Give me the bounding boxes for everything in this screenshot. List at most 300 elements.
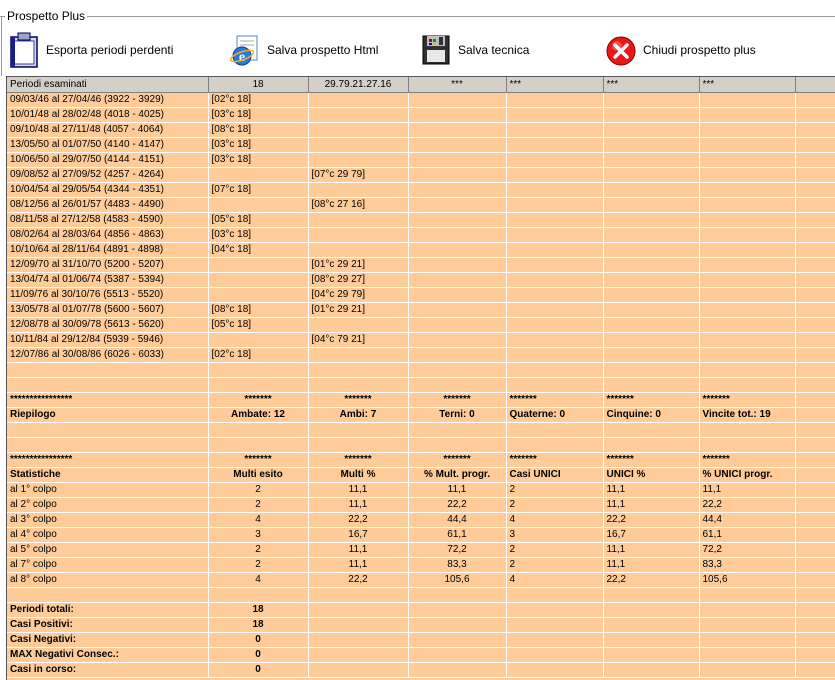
stats-value: 2 <box>506 483 603 498</box>
period-row <box>7 318 835 333</box>
empty-cell <box>699 243 795 258</box>
internet-explorer-icon <box>229 32 261 68</box>
empty-cell <box>603 588 699 603</box>
empty-cell <box>795 243 835 258</box>
empty-cell <box>795 648 835 663</box>
empty-cell <box>603 423 699 438</box>
empty-cell <box>699 123 795 138</box>
empty-cell <box>603 138 699 153</box>
empty-cell <box>208 378 308 393</box>
hit-cell-combo: [08°c 29 27] <box>308 273 408 288</box>
period-label: 10/04/54 al 29/05/54 (4344 - 4351) <box>7 183 208 198</box>
header-cell[interactable]: Periodi esaminati <box>7 77 208 93</box>
empty-cell <box>603 663 699 678</box>
stats-header-row-cell: Casi UNICI <box>506 468 603 483</box>
empty-cell <box>408 333 506 348</box>
empty-cell <box>506 618 603 633</box>
hit-cell-combo <box>308 138 408 153</box>
stats-value: 4 <box>208 513 308 528</box>
empty-cell <box>795 438 835 453</box>
separator-row-cell: ******* <box>408 453 506 468</box>
hit-cell-combo: [07°c 29 79] <box>308 168 408 183</box>
empty-cell <box>603 288 699 303</box>
header-cell[interactable]: *** <box>603 77 699 93</box>
empty-cell <box>506 603 603 618</box>
empty-cell <box>408 303 506 318</box>
stats-header-row-cell: % UNICI progr. <box>699 468 795 483</box>
empty-cell <box>795 513 835 528</box>
grid-header-row <box>7 77 835 93</box>
empty-cell <box>699 213 795 228</box>
empty-cell <box>603 168 699 183</box>
stats-value: 2 <box>208 483 308 498</box>
empty-cell <box>308 438 408 453</box>
separator-row-cell: ******* <box>308 393 408 408</box>
floppy-disk-icon <box>420 32 452 68</box>
hit-cell-18: [02°c 18] <box>208 93 308 108</box>
empty-cell <box>603 93 699 108</box>
period-label: 10/01/48 al 28/02/48 (4018 - 4025) <box>7 108 208 123</box>
empty-cell <box>506 303 603 318</box>
empty-cell <box>699 633 795 648</box>
empty-cell <box>506 183 603 198</box>
period-row <box>7 288 835 303</box>
stats-header-row-cell: % Mult. progr. <box>408 468 506 483</box>
empty-cell <box>308 603 408 618</box>
period-label: 09/10/48 al 27/11/48 (4057 - 4064) <box>7 123 208 138</box>
stats-label: al 1° colpo <box>7 483 208 498</box>
empty-cell <box>408 318 506 333</box>
stats-row <box>7 513 835 528</box>
empty-cell <box>603 348 699 363</box>
empty-cell <box>795 333 835 348</box>
hit-cell-combo <box>308 213 408 228</box>
period-label: 11/09/76 al 30/10/76 (5513 - 5520) <box>7 288 208 303</box>
empty-cell <box>408 618 506 633</box>
stats-value: 83,3 <box>699 558 795 573</box>
empty-cell <box>408 198 506 213</box>
empty-cell <box>308 633 408 648</box>
stats-value: 2 <box>506 558 603 573</box>
separator-row-cell: **************** <box>7 393 208 408</box>
hit-cell-18: [04°c 18] <box>208 243 308 258</box>
empty-cell <box>795 408 835 423</box>
hit-cell-18 <box>208 288 308 303</box>
save-technique-label: Salva tecnica <box>458 43 530 57</box>
empty-cell <box>795 468 835 483</box>
empty-cell <box>506 633 603 648</box>
empty-cell <box>7 438 208 453</box>
period-row <box>7 243 835 258</box>
empty-cell <box>506 138 603 153</box>
empty-cell <box>795 378 835 393</box>
hit-cell-combo: [04°c 79 21] <box>308 333 408 348</box>
stats-label: al 5° colpo <box>7 543 208 558</box>
stats-header-row-cell: Multi % <box>308 468 408 483</box>
separator-row-cell: ******* <box>408 393 506 408</box>
empty-cell <box>603 318 699 333</box>
totals-label: Periodi totali: <box>7 603 208 618</box>
empty-cell <box>408 348 506 363</box>
empty-cell <box>408 123 506 138</box>
empty-cell <box>795 528 835 543</box>
period-label: 09/03/46 al 27/04/46 (3922 - 3929) <box>7 93 208 108</box>
totals-row <box>7 603 835 618</box>
totals-label: Casi in corso: <box>7 663 208 678</box>
stats-row <box>7 543 835 558</box>
empty-cell <box>408 273 506 288</box>
empty-cell <box>699 423 795 438</box>
empty-cell <box>699 168 795 183</box>
empty-cell <box>699 288 795 303</box>
stats-value: 2 <box>208 543 308 558</box>
empty-cell <box>7 588 208 603</box>
empty-cell <box>208 438 308 453</box>
totals-row <box>7 663 835 678</box>
stats-value: 61,1 <box>699 528 795 543</box>
totals-label: Casi Negativi: <box>7 633 208 648</box>
empty-cell <box>408 168 506 183</box>
empty-cell <box>506 588 603 603</box>
empty-cell <box>795 498 835 513</box>
hit-cell-18 <box>208 168 308 183</box>
empty-cell <box>795 558 835 573</box>
header-cell[interactable]: *** <box>699 77 795 93</box>
empty-cell <box>795 348 835 363</box>
hit-cell-18: [08°c 18] <box>208 303 308 318</box>
hit-cell-18: [08°c 18] <box>208 123 308 138</box>
empty-cell <box>795 633 835 648</box>
empty-cell <box>699 258 795 273</box>
close-prospect-button[interactable] <box>605 28 756 72</box>
hit-cell-combo <box>308 348 408 363</box>
stats-value: 2 <box>208 558 308 573</box>
empty-cell <box>795 303 835 318</box>
empty-cell <box>408 438 506 453</box>
empty-cell <box>603 603 699 618</box>
stats-value: 2 <box>506 543 603 558</box>
empty-cell <box>408 363 506 378</box>
totals-value: 0 <box>208 648 308 663</box>
period-label: 08/02/64 al 28/03/64 (4856 - 4863) <box>7 228 208 243</box>
save-html-button[interactable] <box>229 28 378 72</box>
empty-cell <box>795 153 835 168</box>
empty-row <box>7 423 835 438</box>
empty-cell <box>795 258 835 273</box>
period-label: 13/05/50 al 01/07/50 (4140 - 4147) <box>7 138 208 153</box>
empty-cell <box>506 93 603 108</box>
empty-cell <box>408 633 506 648</box>
stats-row <box>7 528 835 543</box>
empty-cell <box>603 378 699 393</box>
totals-value: 18 <box>208 603 308 618</box>
empty-cell <box>408 138 506 153</box>
svg-text:e: e <box>238 50 246 65</box>
empty-cell <box>699 93 795 108</box>
empty-cell <box>795 138 835 153</box>
empty-cell <box>408 288 506 303</box>
period-label: 13/04/74 al 01/06/74 (5387 - 5394) <box>7 273 208 288</box>
hit-cell-18: [03°c 18] <box>208 228 308 243</box>
separator-row-cell: ******* <box>699 453 795 468</box>
hit-cell-combo <box>308 93 408 108</box>
empty-cell <box>795 123 835 138</box>
separator-row-cell: **************** <box>7 453 208 468</box>
header-cell[interactable]: *** <box>408 77 506 93</box>
separator-row <box>7 453 835 468</box>
stats-value: 11,1 <box>308 483 408 498</box>
stats-value: 16,7 <box>308 528 408 543</box>
empty-cell <box>506 228 603 243</box>
empty-cell <box>603 273 699 288</box>
period-row <box>7 273 835 288</box>
empty-cell <box>506 663 603 678</box>
stats-row <box>7 483 835 498</box>
stats-value: 11,1 <box>308 498 408 513</box>
empty-cell <box>699 303 795 318</box>
period-row <box>7 153 835 168</box>
empty-cell <box>699 228 795 243</box>
group-frame-highlight <box>0 17 835 18</box>
empty-cell <box>795 453 835 468</box>
empty-cell <box>7 363 208 378</box>
empty-cell <box>699 438 795 453</box>
period-row <box>7 138 835 153</box>
empty-cell <box>208 588 308 603</box>
stats-value: 2 <box>506 498 603 513</box>
hit-cell-combo <box>308 123 408 138</box>
empty-cell <box>699 153 795 168</box>
empty-cell <box>795 288 835 303</box>
empty-cell <box>603 183 699 198</box>
empty-cell <box>506 333 603 348</box>
stats-value: 2 <box>208 498 308 513</box>
period-row <box>7 108 835 123</box>
empty-cell <box>408 663 506 678</box>
stats-value: 72,2 <box>408 543 506 558</box>
period-row <box>7 303 835 318</box>
stats-value: 105,6 <box>699 573 795 588</box>
close-icon <box>605 32 637 68</box>
empty-cell <box>308 588 408 603</box>
empty-cell <box>506 198 603 213</box>
summary-row-cell: Vincite tot.: 19 <box>699 408 795 423</box>
hit-cell-18: [05°c 18] <box>208 318 308 333</box>
separator-row-cell: ******* <box>208 393 308 408</box>
export-losing-periods-button[interactable] <box>8 28 173 72</box>
stats-value: 22,2 <box>603 573 699 588</box>
period-row <box>7 258 835 273</box>
close-prospect-label: Chiudi prospetto plus <box>643 43 756 57</box>
period-row <box>7 198 835 213</box>
stats-value: 22,2 <box>308 513 408 528</box>
header-cell[interactable]: 29.79.21.27.16 <box>308 77 408 93</box>
empty-cell <box>506 243 603 258</box>
hit-cell-18 <box>208 273 308 288</box>
empty-cell <box>795 543 835 558</box>
hit-cell-18: [05°c 18] <box>208 213 308 228</box>
hit-cell-combo: [04°c 29 79] <box>308 288 408 303</box>
period-row <box>7 213 835 228</box>
empty-cell <box>795 663 835 678</box>
period-label: 10/06/50 al 29/07/50 (4144 - 4151) <box>7 153 208 168</box>
summary-row-cell: Cinquine: 0 <box>603 408 699 423</box>
summary-row-cell: Ambate: 12 <box>208 408 308 423</box>
empty-cell <box>795 483 835 498</box>
empty-cell <box>699 663 795 678</box>
period-label: 12/09/70 al 31/10/70 (5200 - 5207) <box>7 258 208 273</box>
period-label: 10/11/84 al 29/12/84 (5939 - 5946) <box>7 333 208 348</box>
empty-cell <box>506 123 603 138</box>
empty-cell <box>603 438 699 453</box>
stats-row <box>7 498 835 513</box>
empty-cell <box>408 378 506 393</box>
period-label: 12/07/86 al 30/08/86 (6026 - 6033) <box>7 348 208 363</box>
hit-cell-combo: [01°c 29 21] <box>308 258 408 273</box>
stats-value: 11,1 <box>603 558 699 573</box>
stats-row <box>7 558 835 573</box>
stats-value: 61,1 <box>408 528 506 543</box>
empty-cell <box>795 168 835 183</box>
group-title: Prospetto Plus <box>7 9 86 23</box>
empty-cell <box>7 378 208 393</box>
header-cell[interactable]: 18 <box>208 77 308 93</box>
hit-cell-18 <box>208 198 308 213</box>
empty-cell <box>795 588 835 603</box>
empty-cell <box>603 243 699 258</box>
empty-cell <box>506 288 603 303</box>
header-cell[interactable] <box>795 77 835 93</box>
stats-value: 16,7 <box>603 528 699 543</box>
export-label: Esporta periodi perdenti <box>46 43 174 57</box>
empty-cell <box>795 213 835 228</box>
empty-cell <box>795 423 835 438</box>
summary-row <box>7 408 835 423</box>
empty-cell <box>506 273 603 288</box>
stats-value: 4 <box>208 573 308 588</box>
empty-cell <box>603 633 699 648</box>
empty-cell <box>506 363 603 378</box>
summary-row-cell: Quaterne: 0 <box>506 408 603 423</box>
stats-value: 3 <box>208 528 308 543</box>
period-row <box>7 93 835 108</box>
empty-cell <box>308 618 408 633</box>
hit-cell-18: [03°c 18] <box>208 153 308 168</box>
period-label: 13/05/78 al 01/07/78 (5600 - 5607) <box>7 303 208 318</box>
empty-cell <box>408 183 506 198</box>
stats-header-row-cell: UNICI % <box>603 468 699 483</box>
empty-cell <box>795 93 835 108</box>
totals-value: 18 <box>208 618 308 633</box>
totals-value: 0 <box>208 633 308 648</box>
empty-cell <box>795 618 835 633</box>
period-row <box>7 348 835 363</box>
totals-label: Casi Positivi: <box>7 618 208 633</box>
empty-cell <box>408 153 506 168</box>
stats-value: 44,4 <box>408 513 506 528</box>
stats-value: 11,1 <box>603 543 699 558</box>
empty-cell <box>506 648 603 663</box>
stats-value: 11,1 <box>308 558 408 573</box>
separator-row-cell: ******* <box>208 453 308 468</box>
empty-cell <box>308 648 408 663</box>
empty-cell <box>506 213 603 228</box>
separator-row <box>7 393 835 408</box>
empty-cell <box>603 213 699 228</box>
totals-row <box>7 633 835 648</box>
hit-cell-18 <box>208 258 308 273</box>
stats-value: 11,1 <box>408 483 506 498</box>
empty-cell <box>795 108 835 123</box>
results-grid[interactable] <box>6 76 835 680</box>
empty-cell <box>699 648 795 663</box>
empty-cell <box>408 243 506 258</box>
hit-cell-combo <box>308 153 408 168</box>
empty-cell <box>795 183 835 198</box>
hit-cell-18: [07°c 18] <box>208 183 308 198</box>
empty-cell <box>308 378 408 393</box>
hit-cell-combo <box>308 318 408 333</box>
empty-cell <box>699 348 795 363</box>
empty-cell <box>603 363 699 378</box>
save-technique-button[interactable] <box>420 28 529 72</box>
empty-cell <box>795 273 835 288</box>
period-label: 08/11/58 al 27/12/58 (4583 - 4590) <box>7 213 208 228</box>
header-cell[interactable]: *** <box>506 77 603 93</box>
period-row <box>7 123 835 138</box>
clipboard-icon <box>8 32 40 68</box>
stats-value: 105,6 <box>408 573 506 588</box>
empty-cell <box>208 423 308 438</box>
empty-cell <box>603 258 699 273</box>
empty-cell <box>795 363 835 378</box>
empty-cell <box>408 648 506 663</box>
period-label: 10/10/64 al 28/11/64 (4891 - 4898) <box>7 243 208 258</box>
empty-cell <box>506 423 603 438</box>
empty-cell <box>308 423 408 438</box>
empty-cell <box>506 348 603 363</box>
empty-cell <box>795 198 835 213</box>
empty-cell <box>795 573 835 588</box>
stats-label: al 8° colpo <box>7 573 208 588</box>
hit-cell-18: [03°c 18] <box>208 108 308 123</box>
empty-cell <box>699 108 795 123</box>
empty-row <box>7 378 835 393</box>
stats-label: al 3° colpo <box>7 513 208 528</box>
empty-cell <box>408 258 506 273</box>
stats-label: al 2° colpo <box>7 498 208 513</box>
empty-cell <box>408 228 506 243</box>
stats-value: 11,1 <box>308 543 408 558</box>
empty-cell <box>506 318 603 333</box>
separator-row-cell: ******* <box>603 453 699 468</box>
separator-row-cell: ******* <box>506 393 603 408</box>
hit-cell-combo <box>308 228 408 243</box>
empty-cell <box>408 603 506 618</box>
summary-row-cell: Terni: 0 <box>408 408 506 423</box>
empty-cell <box>699 363 795 378</box>
empty-cell <box>408 108 506 123</box>
stats-value: 83,3 <box>408 558 506 573</box>
empty-cell <box>795 603 835 618</box>
empty-cell <box>699 318 795 333</box>
empty-cell <box>603 153 699 168</box>
totals-value: 0 <box>208 663 308 678</box>
empty-cell <box>308 663 408 678</box>
empty-cell <box>408 588 506 603</box>
empty-cell <box>506 168 603 183</box>
totals-row <box>7 618 835 633</box>
